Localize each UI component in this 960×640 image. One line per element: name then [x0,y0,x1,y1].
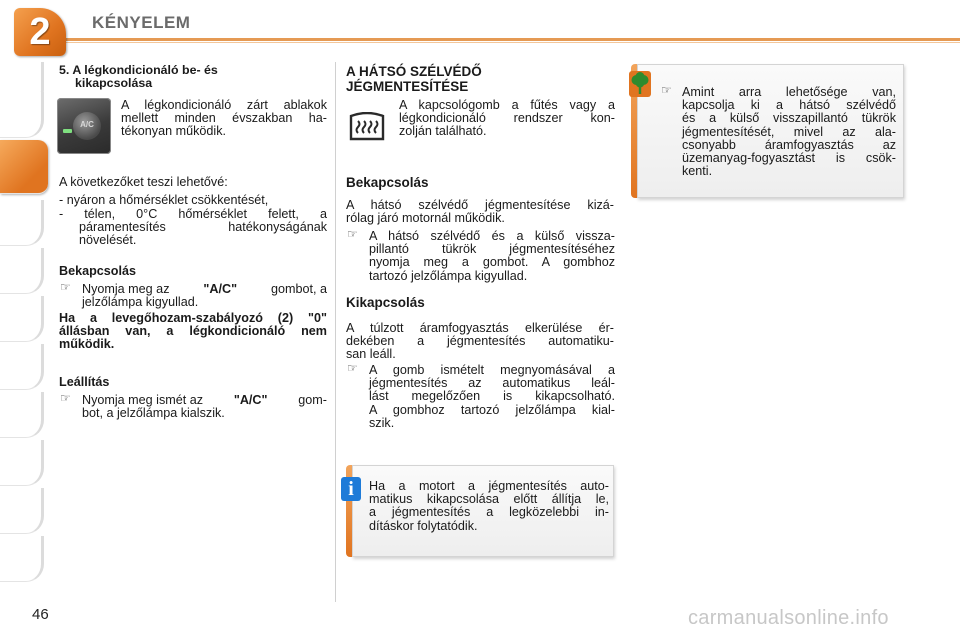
info-line-1: Ha a motort a jégmentesítés auto- [369,479,609,493]
ac-warning-line-1: Ha a levegőhozam-szabályozó (2) "0" [59,311,327,325]
ac-on-instruction [82,283,327,309]
chapter-tab-0[interactable] [0,92,44,138]
defrost-off-text-line-2: dekében a jégmentesítés automatiku- [346,334,614,349]
ac-intro-line-2: mellett minden évszakban ha- [121,111,327,126]
ac-warning-line-2: állásban van, a légkondicionáló nem [59,324,327,339]
ac-on-line-1-pre: Nyomja meg az [82,282,170,296]
info-line-2: matikus kikapcsolása előtt állítja le, [369,492,609,507]
hand-pointing-icon: ☞ [60,391,71,405]
defrost-off-bullet-line-2: jégmentesítés az automatikus leál- [369,376,615,391]
header-line [60,38,960,41]
defrost-on-bullet-line-2: pillantó tükrök jégmentesítéséhez [369,242,615,257]
chapter-tab-2[interactable] [0,140,48,194]
ac-heading-line-1: 5. A légkondicionáló be- és [59,63,218,77]
ac-list-summer: - nyáron a hőmérséklet csökkentését, [59,193,269,207]
defrost-on-title: Bekapcsolás [346,175,429,190]
eco-line-2: kapcsolja ki a hátsó szélvédő [682,98,896,113]
eco-line-3: és a külső visszapillantó tükrök [682,111,896,126]
eco-line-5: csonyabb áramfogyasztás az [682,137,896,152]
defrost-off-bullet-line-4: A gombhoz tartozó jelzőlámpa kial- [369,402,615,417]
ac-knob-label: A/C [80,120,94,129]
tree-icon [629,71,651,97]
defrost-on-bullet-line-1: A hátsó szélvédő és a külső vissza- [369,229,615,243]
defrost-section-title [346,64,482,94]
chapter-badge: 2 [14,8,66,56]
chapter-tab-9[interactable] [0,488,44,534]
chapter-tab-3[interactable] [0,200,44,246]
ac-list-winter-line-3: növelését. [79,233,137,248]
ac-intro-text [121,99,327,139]
defrost-title-line-2: JÉGMENTESÍTÉSE [346,79,469,94]
defrost-on-text [346,199,614,225]
ac-indicator-led [63,129,72,133]
ac-on-line-2: jelzőlámpa kigyullad. [82,295,199,310]
eco-line-1: Amint arra lehetősége van, [682,85,896,99]
ac-off-line-2: bot, a jelzőlámpa kialszik. [82,406,225,421]
ac-on-key: "A/C" [203,282,238,296]
defrost-off-text-line-3: san leáll. [346,347,396,362]
ac-warning-line-3: működik. [59,337,115,352]
ac-knob [73,112,101,140]
info-icon: i [341,477,361,501]
defrost-on-text-line-2: rólag járó motornál működik. [346,211,505,226]
defrost-intro-line-2: légkondicionáló rendszer kon- [399,111,615,126]
chapter-tab-4[interactable] [0,248,44,294]
eco-line-6: üzemanyag-fogyasztást is csök- [682,151,896,166]
column-divider [335,62,336,602]
defrost-on-bullet-line-4: tartozó jelzőlámpa kigyullad. [369,268,528,283]
ac-off-title: Leállítás [59,375,110,389]
defrost-off-bullet-line-5: szik. [369,415,395,430]
defrost-off-bullet-line-3: lást megelőzően is kikapcsolható. [369,389,615,404]
defrost-off-bullet [369,364,615,430]
ac-heading-line-2: kikapcsolása [75,76,153,91]
info-line-3: a jégmentesítés a legközelebbi in- [369,505,609,520]
ac-on-line-1-post: gombot, a [270,282,327,296]
defrost-off-title: Kikapcsolás [346,295,425,310]
hand-pointing-icon: ☞ [347,361,358,375]
ac-intro-line-1: A légkondicionáló zárt ablakok [121,98,327,112]
defrost-on-bullet-line-3: nyomja meg a gombot. A gombhoz [369,255,615,270]
ac-off-line-1-post: gom- [298,393,327,407]
eco-icon-badge [629,71,651,97]
info-line-4: dításkor folytatódik. [369,518,478,533]
ac-list-winter [59,208,327,248]
ac-on-title: Bekapcsolás [59,264,137,278]
eco-line-7: kenti. [682,164,713,179]
hand-pointing-icon: ☞ [60,280,71,294]
ac-warning-text [59,312,327,352]
footer-watermark: carmanualsonline.info [688,607,889,629]
ac-off-instruction [82,394,327,420]
hand-pointing-icon: ☞ [661,83,672,97]
chapter-title: KÉNYELEM [92,13,191,32]
defrost-title-line-1: A HÁTSÓ SZÉLVÉDŐ [346,64,482,79]
ac-off-line-1-pre: Nyomja meg ismét az [82,393,204,407]
chapter-tab-7[interactable] [0,392,44,438]
ac-button-image [57,98,111,154]
defrost-intro-line-1: A kapcsológomb a fűtés vagy a [399,98,615,112]
chapter-tab-rail [0,62,48,582]
defrost-intro-line-3: zolján található. [399,124,487,139]
eco-line-4: jégmentesítését, mivel az ala- [682,124,896,139]
ac-intro-line-3: tékonyan működik. [121,124,227,139]
chapter-tab-8[interactable] [0,440,44,486]
ac-section-heading [59,64,289,90]
ac-allows-text: A következőket teszi lehetővé: [59,175,228,189]
defrost-on-bullet [369,230,615,283]
chapter-tab-10[interactable] [0,536,44,582]
chapter-tab-5[interactable] [0,296,44,342]
info-box-text [369,480,609,533]
eco-box-text [682,86,896,178]
header-line-thin [60,42,960,43]
ac-list-winter-line-2: páramentesítés hatékonyságának [79,220,327,235]
page-number: 46 [32,606,49,623]
hand-pointing-icon: ☞ [347,227,358,241]
chapter-tab-6[interactable] [0,344,44,390]
rear-window-defrost-icon [347,112,387,144]
ac-off-key: "A/C" [233,393,268,407]
ac-list-winter-line-1: - télen, 0°C hőmérséklet felett, a [59,207,327,221]
defrost-off-text [346,322,614,362]
defrost-off-text-line-1: A túlzott áramfogyasztás elkerülése ér- [346,321,614,335]
defrost-on-text-line-1: A hátsó szélvédő jégmentesítése kizá- [346,198,614,212]
defrost-intro-text [399,99,615,139]
defrost-off-bullet-line-1: A gomb ismételt megnyomásával a [369,363,615,377]
